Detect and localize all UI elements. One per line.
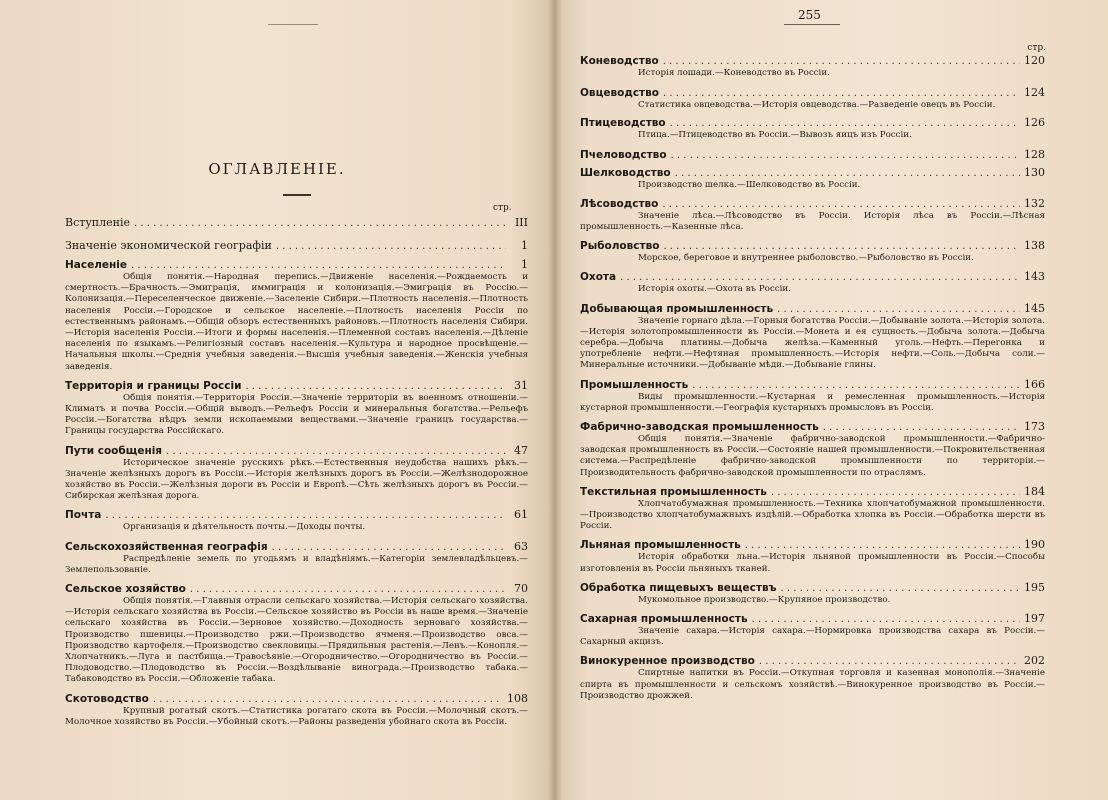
toc-page-number: 197 [1024,612,1045,626]
toc-entry [580,239,1045,264]
leader-dots [663,56,1020,67]
toc-page-number: 138 [1024,239,1045,253]
toc-heading: Шелководство [580,166,671,179]
toc-page-number: 145 [1024,301,1045,315]
toc-heading: Льняная промышленность [580,539,741,552]
toc-page-number: 31 [514,378,528,392]
toc-entry [65,216,528,229]
toc-heading: Промышленность [580,378,689,391]
toc-entry [580,538,1045,574]
toc-heading: Скотоводство [65,692,149,705]
toc-heading: Значеніе экономической географіи [65,239,272,252]
leader-dots [823,422,1020,433]
toc-heading: Населеніе [65,259,128,271]
toc-heading: Сельское хозяйство [65,583,186,596]
toc-entry-row [580,148,1045,161]
toc-description: Общія понятія.—Значеніе фабрично-заводской промышленности.—Фабрично-заводская промышленность въ Россіи.—Состояніе нашей промышленности.—Покровительственная система.—Распредѣленіе фабрично-заводской промышленности по территоріи.—Производительность фабрично-заводской промышленности по отраслямъ. [580,434,1045,478]
toc-entry [580,581,1045,606]
toc-description: Общія понятія.—Территорія Россіи.—Значеніе территоріи въ военномъ отношеніи.—Климатъ и почва Россіи.—Общій выводъ.—Рельефъ Россіи и минеральныя богатства.—Рельефъ Россіи.—Богатства нѣдръ земли ископаемыми веществами.—Значеніе границъ государства.—Границы государства Россійскаго. [65,392,528,437]
toc-page-number: 108 [507,691,528,705]
toc-entry-row [580,270,1045,283]
leader-dots [153,694,503,705]
toc-entry [580,86,1045,111]
toc-entry [580,166,1045,191]
toc-page-number: 190 [1024,538,1045,552]
toc-left-column [65,216,528,728]
toc-entry [580,116,1045,141]
toc-page-number: 173 [1024,420,1045,434]
toc-page-number: 130 [1024,165,1045,179]
toc-heading: Вступленіе [65,216,130,229]
toc-heading: Пути сообщенія [65,444,163,457]
toc-entry-row [65,379,528,392]
toc-heading: Рыболовство [580,240,660,253]
toc-entry-row [65,444,528,457]
toc-description: Крупный рогатый скотъ.—Статистика рогатаго скота въ Россіи.—Молочный скотъ.—Молочное хозяйство въ Россіи.—Убойный скотъ.—Районы разведенія убойнаго скота въ Россіи. [65,705,528,727]
toc-description: Производство шелка.—Шелководство въ Россіи. [638,179,861,190]
page-number: 255 [798,8,821,22]
toc-page-number: 166 [1024,377,1045,391]
toc-heading: Добывающая промышленность [580,302,774,315]
toc-heading: Охота [580,271,617,284]
toc-entry [65,540,528,576]
toc-heading: Винокуренное производство [580,655,755,668]
page-column-label: стр. [1027,43,1046,53]
toc-heading: Пчеловодство [580,148,667,161]
toc-page-number: 202 [1024,654,1045,668]
toc-entry [580,612,1045,648]
toc-page-number: 126 [1024,116,1045,130]
leader-dots [134,218,506,229]
toc-description: Мукомольное производство.—Крупяное производство. [638,594,891,605]
leader-dots [105,510,506,521]
toc-entry [580,270,1045,295]
toc-entry-row [580,378,1045,391]
toc-description: Виды промышленности.—Кустарная и ремесленная промышленность.—Исторія кустарной промышленности.—Географія кустарныхъ промысловъ въ Россіи. [580,391,1045,413]
toc-title: ОГЛАВЛЕНІЕ. [208,160,346,178]
toc-page-number: 128 [1024,147,1045,161]
leader-dots [131,260,506,271]
toc-page-number: 61 [514,508,528,522]
toc-entry [65,239,528,252]
toc-entry [580,302,1045,372]
toc-entry [65,379,528,438]
toc-entry [580,197,1045,233]
leader-dots [692,380,1020,391]
toc-heading: Овцеводство [580,87,659,100]
toc-heading: Коневодство [580,55,659,67]
toc-entry-row [580,116,1045,129]
toc-entry-row [65,692,528,705]
toc-entry [65,692,528,728]
toc-page-number: 1 [521,239,528,252]
toc-heading: Текстильная промышленность [580,485,767,498]
leader-dots [771,487,1020,498]
toc-entry [580,54,1045,79]
toc-description: Распредѣленіе земель по угодьямъ и владѣніямъ.—Категоріи землевладѣльцевъ.—Землепользованіе. [65,553,528,575]
toc-page-number: 70 [514,582,528,596]
toc-entry [580,485,1045,533]
leader-dots [752,614,1020,625]
leader-dots [781,583,1021,594]
toc-entry-row [65,258,528,271]
toc-entry [580,654,1045,702]
toc-page-number: 143 [1024,270,1045,284]
toc-entry-row [580,197,1045,210]
toc-description: Статистика овцеводства.—Исторія овцеводства.—Разведеніе овецъ въ Россіи. [638,100,996,111]
toc-right-column [580,54,1045,702]
toc-heading: Обработка пищевыхъ веществъ [580,581,777,594]
toc-description: Исторія обработки льна.—Исторія льняной промышленности въ Россіи.—Способы изготовленія въ Россіи льняныхъ тканей. [580,552,1045,574]
toc-heading: Сахарная промышленность [580,613,748,626]
toc-entry-row [580,538,1045,551]
toc-page-number: 124 [1024,86,1045,100]
leader-dots [272,542,506,553]
leader-dots [759,656,1020,667]
toc-description: Организація и дѣятельность почты.—Доходы почты. [123,522,366,533]
toc-description: Значеніе горнаго дѣла.—Горныя богатства Россіи.—Добываніе золота.—Исторія золота.—Исторія золотопромышленности въ Россіи.—Монета и ея сущность.—Добыча золота.—Добыча серебра.—Добыча платины.—Добыча желѣза.—Каменный уголь.—Нефть.—Перегонка и употребленіе нефти.—Нефтяная промышленность.—Исторія нефти.—Соль.—Добыча соли.—Минеральные источники.—Добываніе мѣди.—Добываніе глины. [580,315,1045,371]
toc-description: Исторія охоты.—Охота въ Россіи. [638,284,791,295]
toc-entry-row [580,654,1045,667]
top-rule [268,24,318,25]
toc-page-number: 195 [1024,580,1045,594]
toc-entry [580,378,1045,414]
toc-entry-row [580,302,1045,315]
toc-heading: Почта [65,509,102,522]
leader-dots [675,168,1020,179]
toc-description: Птица.—Птицеводство въ Россіи.—Вывозъ яицъ изъ Россіи. [638,130,912,141]
toc-entry-row [65,582,528,595]
toc-page-number: 63 [514,539,528,553]
leader-dots [745,540,1020,551]
toc-entry [65,582,528,686]
toc-entry-row [580,420,1045,433]
toc-page-number: 132 [1024,196,1045,210]
toc-heading: Территорія и границы Россіи [65,379,242,392]
toc-entry-row [580,485,1045,498]
toc-entry [65,258,528,373]
leader-dots [663,241,1020,252]
toc-entry [580,148,1045,161]
toc-page-number: 120 [1024,54,1045,67]
title-ornament [283,194,311,196]
toc-heading: Птицеводство [580,117,666,130]
toc-entry-row [580,166,1045,179]
leader-dots [777,304,1020,315]
leader-dots [245,381,506,392]
book-gutter [548,0,562,800]
toc-description: Историческое значеніе русскихъ рѣкъ.—Естественныя неудобства нашихъ рѣкъ.—Значеніе желѣзныхъ дорогъ въ Россіи.—Исторія желѣзныхъ дорогъ въ Россіи.—Желѣзнодорожное хозяйство въ Россіи.—Желѣзныя дороги въ Россіи и Европѣ.—Сѣть желѣзныхъ дорогъ въ Россіи.—Сибирская желѣзная дорога. [65,457,528,502]
toc-entry-row [580,239,1045,252]
toc-page-number: 1 [521,258,528,271]
leader-dots [166,446,506,457]
leader-dots [670,118,1020,129]
page-number-rule [784,24,840,25]
toc-entry-row [65,216,528,229]
toc-heading: Лѣсоводство [580,197,659,210]
toc-description: Исторія лошади.—Коневодство въ Россіи. [638,68,830,78]
toc-description: Морское, береговое и внутреннее рыболовство.—Рыболовство въ Россіи. [638,253,974,264]
toc-entry-row [580,612,1045,625]
leader-dots [671,150,1020,161]
leader-dots [276,241,506,252]
toc-entry-row [65,508,528,521]
toc-entry-row [580,54,1045,67]
toc-description: Общія понятія.—Народная перепись.—Движеніе населенія.—Рождаемость и смертность.—Брачность.—Эмиграція, иммиграція и колонизація.—Эмиграція въ Россію.—Колонизація.—Переселенческое движеніе.—Заселеніе Сибири.—Плотность населенія.—Плотность населенія Россіи.—Городское и сельское населеніе.—Плотность населенія Россіи по естественнымъ районамъ.—Общій обзоръ естественныхъ районовъ.—Плотность населенія Сибири.—Исторія населенія Россіи.—Итоги и формы населенія.—Племенной составъ населенія.—Дѣленіе населенія по языкамъ.—Религіозный составъ населенія.—Культура и народное просвѣщеніе.—Начальныя школы.—Среднія учебныя заведенія.—Высшія учебныя заведенія.—Женскія учебныя заведенія. [65,272,528,372]
leader-dots [662,199,1020,210]
toc-description: Значеніе лѣса.—Лѣсоводство въ Россіи. Исторія лѣса въ Россіи.—Лѣсная промышленность.—Казенные лѣса. [580,210,1045,233]
toc-page-number: 47 [514,443,528,457]
toc-entry-row [65,540,528,553]
toc-description: Значеніе сахара.—Исторія сахара.—Нормировка производства сахара въ Россіи.—Сахарный акцизъ. [580,626,1045,648]
toc-page-number: III [514,216,528,229]
right-page [554,0,1108,800]
toc-description: Хлопчатобумажная промышленность.—Техника хлопчатобумажной промышленности.—Производство хлопчатобумажныхъ издѣлій.—Обработка хлопка въ Россіи.—Обработка шерсти въ Россіи. [580,498,1045,532]
toc-entry-row [65,239,528,252]
toc-entry-row [580,581,1045,594]
toc-page-number: 184 [1024,484,1045,498]
toc-description: Общія понятія.—Главныя отрасли сельскаго хозяйства.—Исторія сельскаго хозяйства.—Исторія сельскаго хозяйства въ Россіи.—Сельское хозяйство въ Россіи въ наше время.—Значеніе сельскаго хозяйства въ Россіи.—Зерновое хозяйство.—Доходность зерноваго хозяйства.—Производство пшеницы.—Производство ржи.—Производство ячменя.—Производство овса.—Производство картофеля.—Производство свекловицы.—Прядильныя растенія.—Ленъ.—Конопля.—Хлопчатникъ.—Луга и пастбища.—Травосѣяніе.—Огородничество.—Огородничество въ Россіи.—Плодоводство.—Плодоводство въ Россіи.—Воздѣлываніе винограда.—Производство табака.—Табаководство въ Россіи.—Обложеніе табака. [65,596,528,685]
toc-entry [580,420,1045,479]
toc-description: Спиртные напитки въ Россіи.—Откупная торговля и казенная монополія.—Значеніе спирта въ промышленности и сельскомъ хозяйствѣ.—Винокуренное производство въ Россіи.—Производство дрожжей. [580,668,1045,701]
leader-dots [190,584,506,595]
toc-heading: Сельскохозяйственная географія [65,540,268,553]
page-column-label: стр. [493,203,512,213]
toc-heading: Фабрично-заводская промышленность [580,421,819,434]
toc-entry-row [580,86,1045,99]
toc-entry [65,444,528,503]
leader-dots [663,88,1020,99]
leader-dots [620,272,1020,283]
toc-entry [65,508,528,533]
